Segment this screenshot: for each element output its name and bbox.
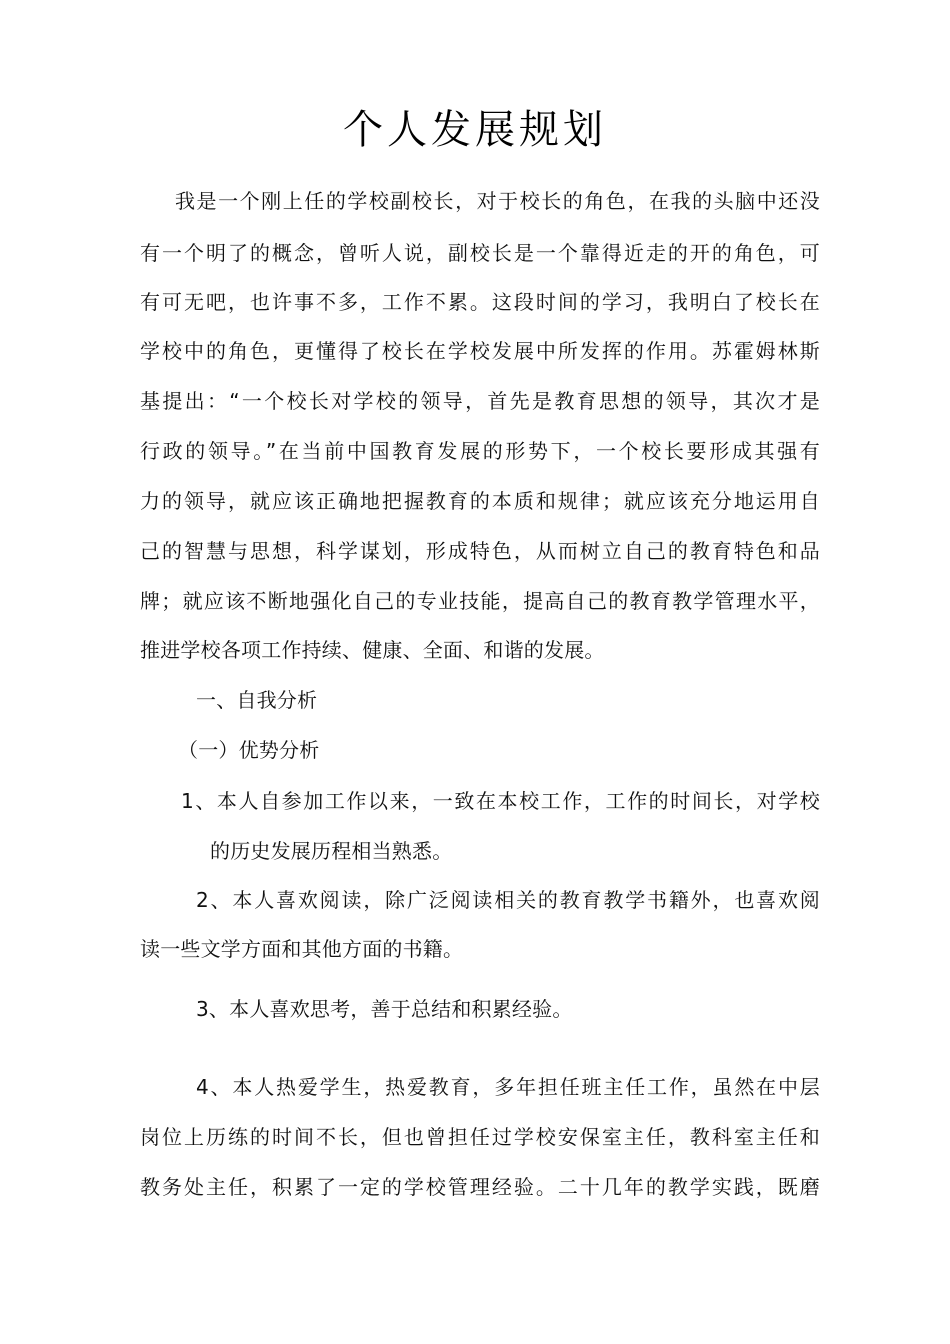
intro-line-9: 牌；就应该不断地强化自己的专业技能，提高自己的教育教学管理水平，	[140, 589, 820, 613]
intro-line-8: 己的智慧与思想，科学谋划，形成特色，从而树立自己的教育特色和品	[140, 539, 820, 563]
item-4-line-1: 4、本人热爱学生，热爱教育，多年担任班主任工作，虽然在中层	[196, 1075, 820, 1099]
item-3-line-1: 3、本人喜欢思考，善于总结和积累经验。	[196, 997, 573, 1021]
item-1-line-1: 1、本人自参加工作以来，一致在本校工作，工作的时间长，对学校	[181, 789, 820, 813]
intro-line-6: 行政的领导。”在当前中国教育发展的形势下，一个校长要形成其强有	[140, 439, 820, 463]
intro-line-2: 有一个明了的概念，曾听人说，副校长是一个靠得近走的开的角色，可	[140, 241, 820, 265]
item-4-line-2: 岗位上历练的时间不长，但也曾担任过学校安保室主任，教科室主任和	[140, 1125, 820, 1149]
intro-line-4: 学校中的角色，更懂得了校长在学校发展中所发挥的作用。苏霍姆林斯	[140, 339, 820, 363]
intro-line-3: 有可无吧，也许事不多，工作不累。这段时间的学习，我明白了校长在	[140, 290, 820, 314]
section-heading-self-analysis: 一、自我分析	[196, 688, 318, 712]
item-1-line-2: 的历史发展历程相当熟悉。	[210, 839, 453, 863]
item-2-line-2: 读一些文学方面和其他方面的书籍。	[140, 937, 464, 961]
item-4-line-3: 教务处主任，积累了一定的学校管理经验。二十几年的教学实践，既磨	[140, 1175, 820, 1199]
intro-line-1: 我是一个刚上任的学校副校长，对于校长的角色，在我的头脑中还没	[175, 189, 820, 213]
item-2-line-1: 2、本人喜欢阅读，除广泛阅读相关的教育教学书籍外，也喜欢阅	[196, 888, 820, 912]
document-title: 个人发展规划	[343, 107, 607, 153]
intro-line-5: 基提出：“一个校长对学校的领导，首先是教育思想的领导，其次才是	[140, 389, 820, 413]
subsection-heading-strengths: （一）优势分析	[178, 738, 320, 762]
intro-line-7: 力的领导，就应该正确地把握教育的本质和规律；就应该充分地运用自	[140, 489, 820, 513]
intro-line-10: 推进学校各项工作持续、健康、全面、和谐的发展。	[140, 638, 605, 662]
